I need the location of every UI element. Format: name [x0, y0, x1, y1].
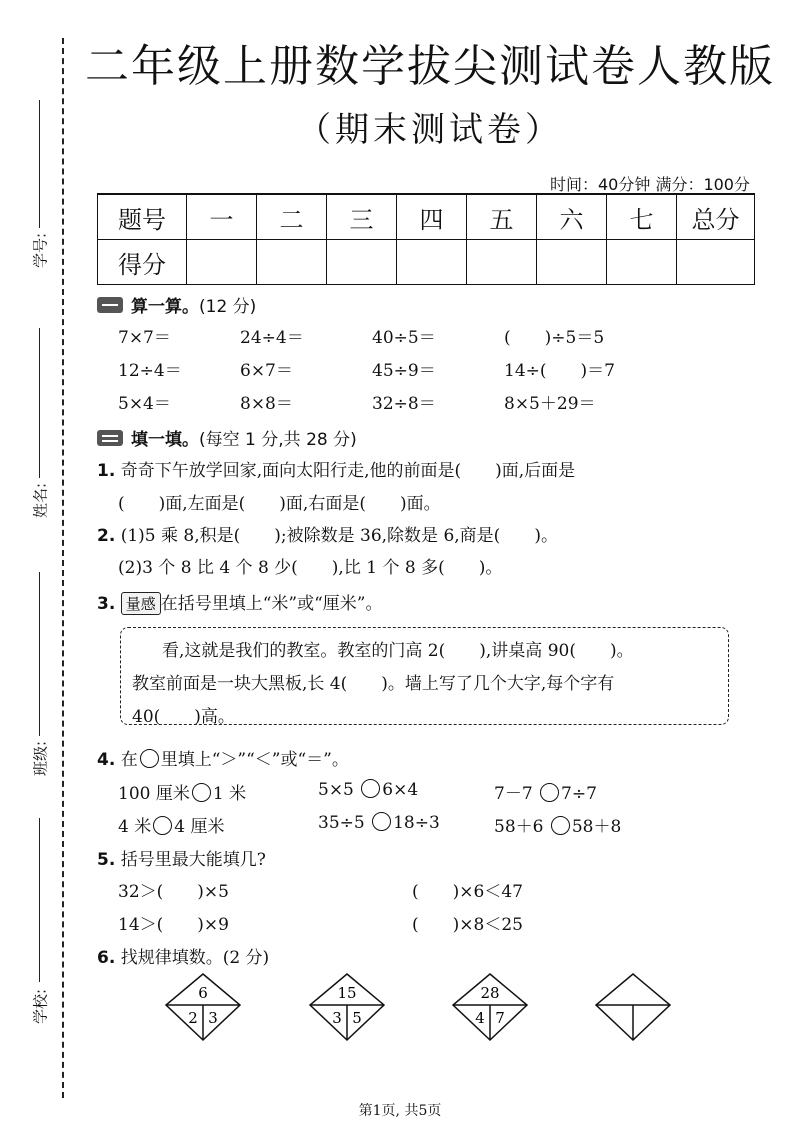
score-cell[interactable]	[607, 240, 677, 285]
score-table-score-row	[98, 240, 755, 285]
compare-left: 58＋6	[494, 817, 544, 837]
question-text: 里填上“＞”“＜”或“＝”。	[160, 750, 349, 770]
question-text: 找规律填数。(2 分)	[120, 948, 270, 968]
answer-circle[interactable]	[372, 812, 391, 831]
section-2-title: 填一填。	[131, 430, 199, 450]
calc-item: 14÷( )＝7	[504, 361, 615, 381]
max-fill-item: 32＞( )×5	[118, 882, 229, 902]
page-title: 二年级上册数学拔尖测试卷人教版	[85, 41, 775, 92]
compare-item	[494, 779, 597, 804]
question-number: 5.	[97, 850, 116, 870]
max-fill-item: ( )×6＜47	[412, 882, 523, 902]
max-fill-item: ( )×8＜25	[412, 915, 523, 935]
section-one-badge-icon	[97, 297, 123, 313]
pattern-kite-1	[164, 972, 242, 1042]
compare-right: 4 厘米	[174, 817, 225, 837]
table-header-cell: 一	[187, 194, 257, 240]
compare-left: 7－7	[494, 784, 533, 804]
question-2-line-2: (2)3 个 8 比 4 个 8 少( ),比 1 个 8 多( )。	[118, 558, 503, 578]
question-3	[97, 589, 382, 615]
student-id-label: 学号:	[31, 232, 50, 269]
table-header-cell: 二	[257, 194, 327, 240]
student-id-line[interactable]	[39, 100, 40, 228]
calc-item: 24÷4＝	[240, 328, 304, 348]
table-header-cell: 三	[327, 194, 397, 240]
compare-item	[118, 779, 246, 804]
score-cell[interactable]	[257, 240, 327, 285]
score-row-label: 得分	[98, 240, 187, 285]
calc-item: 8×8＝	[240, 394, 293, 414]
question-text: 括号里最大能填几?	[120, 850, 266, 870]
compare-left: 5×5	[318, 780, 354, 800]
question-4	[97, 745, 349, 770]
answer-circle[interactable]	[361, 779, 380, 798]
calc-item: 40÷5＝	[372, 328, 436, 348]
max-fill-item: 14＞( )×9	[118, 915, 229, 935]
compare-right: 6×4	[382, 780, 419, 800]
question-text: 奇奇下午放学回家,面向太阳行走,他的前面是( )面,后面是	[120, 461, 576, 481]
score-cell[interactable]	[187, 240, 257, 285]
calc-item: 45÷9＝	[372, 361, 436, 381]
story-line: 教室前面是一块大黑板,长 4( )。墙上写了几个大字,每个字有	[132, 674, 615, 694]
question-2	[97, 521, 558, 546]
calc-item: 32÷8＝	[372, 394, 436, 414]
story-line: 看,这就是我们的教室。教室的门高 2( ),讲桌高 90( )。	[162, 641, 634, 661]
kite-right-number: 7	[495, 1009, 505, 1027]
school-line[interactable]	[39, 818, 40, 982]
kite-left-number: 4	[475, 1009, 485, 1027]
table-header-cell: 总分	[677, 194, 755, 240]
compare-right: 1 米	[212, 784, 247, 804]
compare-left: 4 米	[118, 817, 152, 837]
question-6	[97, 943, 269, 968]
section-1-header	[97, 292, 256, 317]
time-info: 时间：40分钟 满分：100分	[550, 175, 750, 194]
question-text: 在括号里填上“米”或“厘米”。	[160, 594, 383, 614]
table-header-cell: 六	[537, 194, 607, 240]
calc-item: 7×7＝	[118, 328, 171, 348]
compare-item	[318, 812, 440, 833]
question-text: 在	[120, 750, 138, 770]
kite-left-number: 3	[332, 1009, 342, 1027]
compare-right: 7÷7	[561, 784, 597, 804]
section-1-title: 算一算。	[131, 297, 199, 317]
kite-right-number: 3	[208, 1009, 218, 1027]
table-header-cell: 五	[467, 194, 537, 240]
answer-circle[interactable]	[540, 783, 559, 802]
compare-item	[318, 779, 418, 800]
score-cell[interactable]	[467, 240, 537, 285]
school-label: 学校:	[31, 988, 50, 1025]
student-info-strip	[18, 0, 62, 1132]
calc-item: 5×4＝	[118, 394, 171, 414]
pattern-kite-3	[451, 972, 529, 1042]
score-cell[interactable]	[397, 240, 467, 285]
binding-dashed-line	[62, 38, 64, 1098]
answer-circle[interactable]	[192, 783, 211, 802]
answer-circle[interactable]	[153, 816, 172, 835]
compare-left: 100 厘米	[118, 784, 190, 804]
score-cell[interactable]	[537, 240, 607, 285]
question-5	[97, 845, 266, 870]
pattern-kite-2	[308, 972, 386, 1042]
score-cell[interactable]	[327, 240, 397, 285]
kite-top-number: 28	[480, 984, 500, 1002]
calc-item: ( )÷5＝5	[504, 328, 605, 348]
story-line: 40( )高。	[132, 707, 235, 727]
score-cell[interactable]	[677, 240, 755, 285]
question-number: 2.	[97, 526, 116, 546]
question-1	[97, 456, 575, 481]
score-table	[97, 193, 755, 285]
calc-item: 6×7＝	[240, 361, 293, 381]
skill-tag: 量感	[121, 592, 161, 615]
question-text: (1)5 乘 8,积是( );被除数是 36,除数是 6,商是( )。	[120, 526, 558, 546]
kite-top-number: 6	[198, 984, 208, 1002]
question-number: 6.	[97, 948, 116, 968]
table-header-cell: 题号	[98, 194, 187, 240]
question-number: 3.	[97, 594, 116, 614]
question-number: 4.	[97, 750, 116, 770]
page-subtitle: （期末测试卷）	[297, 110, 563, 150]
question-number: 1.	[97, 461, 116, 481]
class-line[interactable]	[39, 572, 40, 736]
answer-circle[interactable]	[551, 816, 570, 835]
kite-right-number: 5	[352, 1009, 362, 1027]
section-1-points: (12 分)	[199, 297, 257, 317]
section-2-points: (每空 1 分,共 28 分)	[199, 430, 357, 450]
calc-item: 8×5＋29＝	[504, 394, 596, 414]
name-label: 姓名:	[31, 482, 50, 519]
table-header-cell: 七	[607, 194, 677, 240]
compare-right: 58＋8	[571, 817, 622, 837]
question-1-line-2: ( )面,左面是( )面,右面是( )面。	[118, 494, 441, 514]
name-line[interactable]	[39, 328, 40, 478]
compare-item	[118, 812, 224, 837]
calc-item: 12÷4＝	[118, 361, 182, 381]
kite-left-number: 2	[188, 1009, 198, 1027]
kite-top-number: 15	[337, 984, 357, 1002]
pattern-kite-4-blank[interactable]	[594, 972, 672, 1042]
compare-left: 35÷5	[318, 813, 365, 833]
table-header-cell: 四	[397, 194, 467, 240]
page-footer: 第1页, 共5页	[358, 1103, 442, 1119]
score-table-header-row	[98, 194, 755, 240]
blank-circle-icon	[140, 749, 159, 768]
section-2-header	[97, 425, 357, 450]
compare-item	[494, 812, 621, 837]
section-two-badge-icon	[97, 430, 123, 446]
class-label: 班级:	[31, 740, 50, 777]
compare-right: 18÷3	[393, 813, 440, 833]
